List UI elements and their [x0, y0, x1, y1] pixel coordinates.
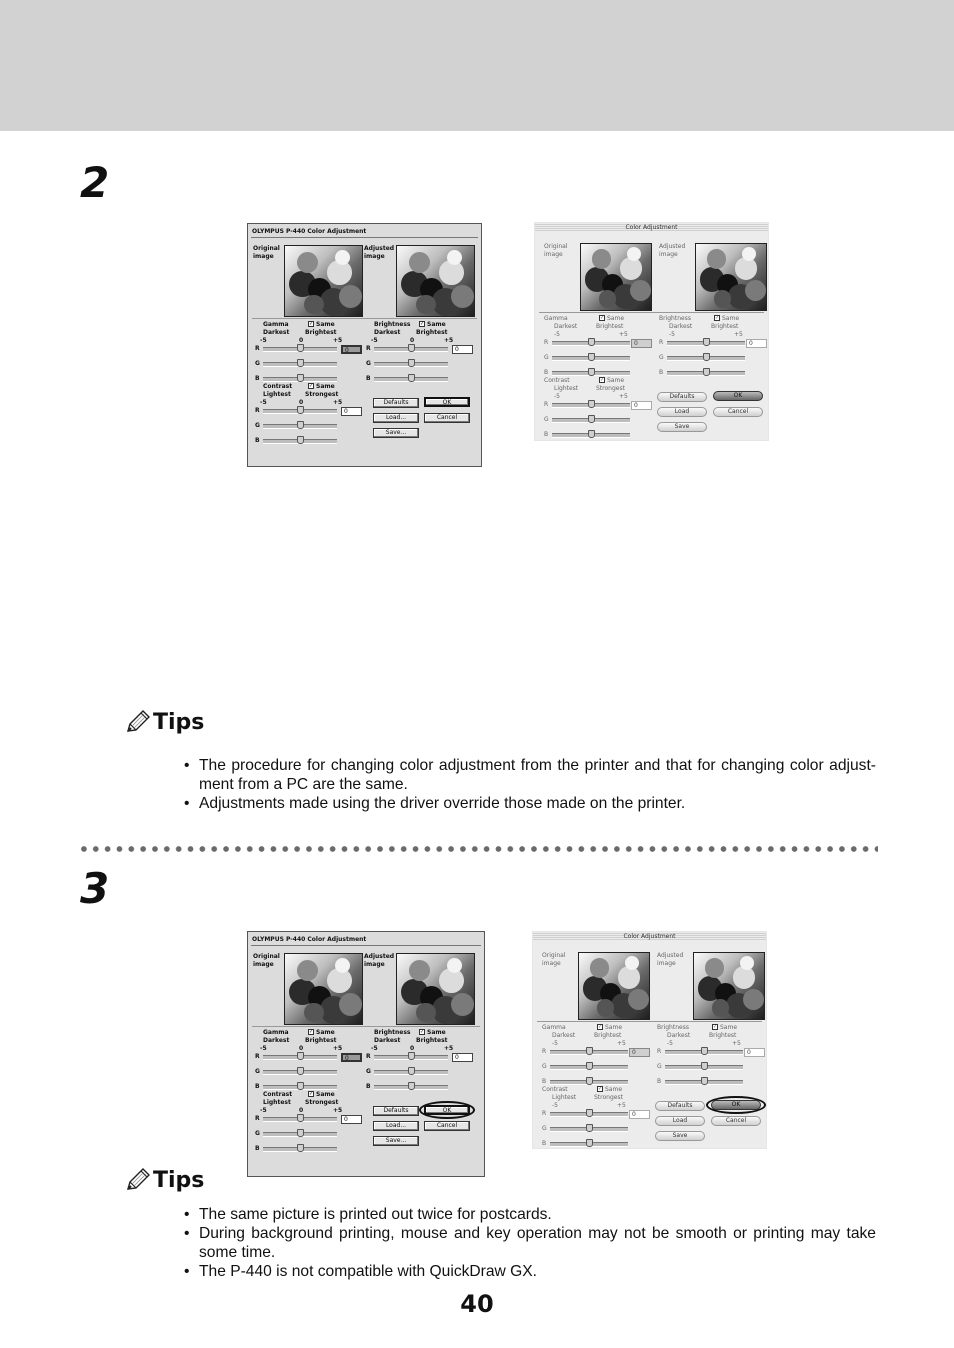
section-separator	[252, 318, 477, 319]
preview-image	[284, 245, 363, 317]
fruit-shape	[451, 993, 474, 1016]
adjust-slider-thumb[interactable]	[586, 1124, 593, 1132]
dialog-label: Strongest	[596, 385, 625, 392]
dialog-label: +5	[333, 1045, 343, 1052]
dialog-label: -5	[554, 331, 560, 338]
value-input[interactable]: 0	[629, 1110, 650, 1119]
same-checkbox[interactable]: ✓	[420, 321, 425, 327]
dialog-label: Same	[605, 1086, 623, 1093]
load-button[interactable]: Load...	[373, 413, 419, 423]
dialog-label: -5	[669, 331, 675, 338]
fruit-shape	[627, 247, 641, 261]
value-input[interactable]: 0	[746, 339, 767, 348]
fruit-shape	[745, 280, 766, 301]
channel-label: G	[659, 354, 664, 361]
channel-label: R	[657, 1048, 662, 1055]
dialog-label: Same	[607, 377, 625, 384]
fruit-shape	[712, 999, 730, 1017]
preview-image	[693, 952, 765, 1020]
cancel-button[interactable]: Cancel	[424, 413, 470, 423]
fruit-shape	[599, 290, 617, 308]
dialog-label: 0	[410, 337, 415, 344]
adjust-slider-thumb[interactable]	[588, 368, 595, 376]
dialog-label: Brightness	[657, 1024, 689, 1031]
dialog-label: -5	[552, 1040, 558, 1047]
adjust-slider-thumb[interactable]	[297, 344, 304, 352]
dialog-label: Brightest	[416, 329, 448, 336]
section-separator	[539, 312, 764, 313]
dialog-label: Same	[605, 1024, 623, 1031]
same-checkbox[interactable]: ✓	[600, 315, 605, 321]
ok-button-highlight	[419, 1101, 475, 1119]
same-checkbox[interactable]: ✓	[309, 383, 314, 389]
title-rule	[251, 945, 481, 946]
tip-item: • The procedure for changing color adjustment from the printer and that for changing color adjust- ment from a PC are the same.	[184, 756, 876, 794]
load-button[interactable]: Load...	[373, 1121, 419, 1131]
adjust-slider-thumb[interactable]	[297, 1052, 304, 1060]
adjust-slider-thumb[interactable]	[297, 1129, 304, 1137]
value-input[interactable]: 0	[452, 1053, 473, 1062]
adjust-slider-thumb[interactable]	[586, 1062, 593, 1070]
channel-label: R	[255, 1053, 260, 1060]
ok-button[interactable]: OK	[711, 1100, 761, 1110]
adjust-slider-thumb[interactable]	[703, 338, 710, 346]
value-input[interactable]: 0	[629, 1048, 650, 1057]
channel-label: B	[255, 1145, 260, 1152]
tip-item: • The same picture is printed out twice for postcards.	[184, 1205, 876, 1224]
adjust-slider-thumb[interactable]	[586, 1139, 593, 1147]
ok-button-highlight	[706, 1096, 766, 1114]
dialog-label: Brightness	[659, 315, 691, 322]
preview-image	[284, 953, 363, 1025]
dialog-label: Original	[542, 952, 566, 959]
value-input[interactable]: 0	[341, 407, 362, 416]
adjust-slider-thumb[interactable]	[701, 1047, 708, 1055]
dialog-label: Same	[722, 315, 740, 322]
adjust-slider-thumb[interactable]	[703, 368, 710, 376]
dialog-label: image	[544, 251, 563, 258]
pencil-icon	[125, 709, 151, 735]
dialog-label: Darkest	[374, 1037, 401, 1044]
channel-label: G	[255, 422, 260, 429]
dialog-label: -5	[371, 337, 378, 344]
dialog-label: Same	[316, 321, 335, 328]
dialog-label: Adjusted	[659, 243, 686, 250]
dialog-label: -5	[552, 1102, 558, 1109]
dialog-label: +5	[333, 399, 343, 406]
same-checkbox[interactable]: ✓	[309, 321, 314, 327]
channel-label: B	[255, 1083, 260, 1090]
dialog-label: Original	[253, 245, 280, 252]
section-separator	[537, 1021, 762, 1022]
dialog-label: Strongest	[305, 1099, 339, 1106]
fruit-shape	[743, 989, 764, 1010]
value-input[interactable]: 0	[631, 339, 652, 348]
dialog-label: Brightest	[305, 1037, 337, 1044]
dialog-label: 0	[299, 1045, 304, 1052]
dialog-label: +5	[734, 331, 743, 338]
adjust-slider-thumb[interactable]	[297, 374, 304, 382]
ok-button[interactable]: OK	[713, 391, 763, 401]
adjust-slider-thumb[interactable]	[297, 1114, 304, 1122]
save-button[interactable]: Save...	[373, 428, 419, 438]
channel-label: G	[366, 1068, 371, 1075]
channel-label: B	[544, 431, 549, 438]
adjust-slider-thumb[interactable]	[408, 359, 415, 367]
dialog-label: Brightest	[596, 323, 624, 330]
cancel-button[interactable]: Cancel	[424, 1121, 470, 1131]
preview-image	[580, 243, 652, 311]
channel-label: R	[255, 345, 260, 352]
adjust-slider-thumb[interactable]	[297, 1144, 304, 1152]
dialog-label: Brightest	[416, 1037, 448, 1044]
tip-item: • The P-440 is not compatible with QuickDraw GX.	[184, 1262, 876, 1281]
channel-label: B	[366, 375, 371, 382]
channel-label: G	[542, 1125, 547, 1132]
channel-label: G	[255, 1068, 260, 1075]
dialog-title: Color Adjustment	[623, 933, 676, 940]
load-button[interactable]: Load	[655, 1116, 705, 1126]
dialog-label: +5	[444, 337, 454, 344]
fruit-shape	[304, 295, 323, 314]
tips-list-2	[184, 1205, 876, 1281]
tips-list-1	[184, 756, 876, 813]
dialog-label: Darkest	[552, 1032, 576, 1039]
dialog-label: Gamma	[263, 321, 289, 328]
load-button[interactable]: Load	[657, 407, 707, 417]
header-band	[0, 0, 954, 131]
ok-button[interactable]: OK	[424, 397, 470, 407]
dialog-label: Brightest	[709, 1032, 737, 1039]
dialog-label: Same	[607, 315, 625, 322]
dialog-label: image	[364, 961, 385, 968]
dialog-label: Darkest	[263, 1037, 290, 1044]
fruit-shape	[628, 989, 649, 1010]
defaults-button[interactable]: Defaults	[657, 392, 707, 402]
tip-item: • Adjustments made using the driver override those made on the printer.	[184, 794, 876, 813]
dialog-label: 0	[299, 399, 304, 406]
channel-label: R	[544, 401, 549, 408]
fruit-shape	[740, 956, 754, 970]
defaults-button[interactable]: Defaults	[655, 1101, 705, 1111]
fruit-shape	[590, 958, 610, 978]
channel-label: G	[542, 1063, 547, 1070]
dialog-label: Contrast	[542, 1086, 568, 1093]
channel-label: R	[542, 1110, 547, 1117]
adjust-slider-thumb[interactable]	[586, 1109, 593, 1117]
fruit-shape	[597, 999, 615, 1017]
channel-label: R	[366, 1053, 371, 1060]
channel-label: G	[544, 416, 549, 423]
dialog-label: +5	[619, 331, 628, 338]
dialog-label: -5	[260, 1045, 267, 1052]
dialog-label: Adjusted	[364, 953, 395, 960]
dialog-label: +5	[333, 1107, 343, 1114]
dialog-label: Lightest	[263, 391, 291, 398]
dialog-label: 0	[299, 1107, 304, 1114]
fruit-shape	[625, 956, 639, 970]
dialog-label: Adjusted	[364, 245, 395, 252]
dialog-title: OLYMPUS P-440 Color Adjustment	[252, 228, 367, 235]
dialog-title: Color Adjustment	[625, 224, 678, 231]
dialog-label: +5	[732, 1040, 741, 1047]
adjust-slider-thumb[interactable]	[297, 421, 304, 429]
dialog-label: image	[657, 960, 676, 967]
dialog-label: Darkest	[669, 323, 693, 330]
same-checkbox[interactable]: ✓	[420, 1029, 425, 1035]
dotted-divider	[78, 845, 878, 853]
adjust-slider-thumb[interactable]	[408, 1052, 415, 1060]
dialog-label: Original	[544, 243, 568, 250]
dialog-label: Lightest	[263, 1099, 291, 1106]
mac-color-adjustment-dialog-step3	[532, 931, 767, 1149]
same-checkbox[interactable]: ✓	[715, 315, 720, 321]
save-button[interactable]: Save...	[373, 1136, 419, 1146]
dialog-label: Same	[316, 1091, 335, 1098]
windows-color-adjustment-dialog-step3	[247, 931, 485, 1177]
same-checkbox[interactable]: ✓	[598, 1086, 603, 1092]
dialog-label: +5	[617, 1040, 626, 1047]
dialog-label: Darkest	[554, 323, 578, 330]
dialog-label: 0	[299, 337, 304, 344]
dialog-label: Original	[253, 953, 280, 960]
dialog-label: -5	[371, 1045, 378, 1052]
dialog-label: +5	[617, 1102, 626, 1109]
dialog-label: Brightest	[305, 329, 337, 336]
channel-label: G	[544, 354, 549, 361]
save-button[interactable]: Save	[657, 422, 707, 432]
fruit-shape	[592, 249, 612, 269]
dialog-label: Same	[316, 1029, 335, 1036]
fruit-shape	[416, 1003, 435, 1022]
adjust-slider-thumb[interactable]	[297, 406, 304, 414]
dialog-label: image	[253, 961, 274, 968]
fruit-shape	[630, 280, 651, 301]
step-number-2: 2	[80, 158, 110, 207]
tips-heading-1	[125, 707, 204, 737]
dialog-label: Strongest	[305, 391, 339, 398]
ok-button[interactable]: OK	[424, 1105, 470, 1115]
fruit-shape	[409, 960, 431, 982]
adjust-slider-thumb[interactable]	[408, 1067, 415, 1075]
dialog-label: Contrast	[263, 383, 293, 390]
dialog-label: Same	[427, 321, 446, 328]
dialog-label: Darkest	[263, 329, 290, 336]
adjust-slider-thumb[interactable]	[701, 1062, 708, 1070]
adjust-slider-thumb[interactable]	[701, 1077, 708, 1085]
fruit-shape	[705, 958, 725, 978]
dialog-label: +5	[333, 337, 343, 344]
preview-image	[578, 952, 650, 1020]
dialog-label: -5	[554, 393, 560, 400]
dialog-label: Brightest	[594, 1032, 622, 1039]
dialog-label: Darkest	[667, 1032, 691, 1039]
fruit-shape	[339, 993, 362, 1016]
windows-color-adjustment-dialog-step2	[247, 223, 482, 467]
same-checkbox[interactable]: ✓	[309, 1091, 314, 1097]
dialog-label: Same	[720, 1024, 738, 1031]
channel-label: G	[255, 1130, 260, 1137]
same-checkbox[interactable]: ✓	[600, 377, 605, 383]
mac-color-adjustment-dialog-step2	[534, 222, 769, 441]
tips-heading-2	[125, 1165, 204, 1195]
dialog-label: image	[253, 253, 274, 260]
adjust-slider-thumb[interactable]	[408, 1082, 415, 1090]
channel-label: B	[542, 1078, 547, 1085]
adjust-slider-thumb[interactable]	[297, 359, 304, 367]
fruit-shape	[297, 252, 319, 274]
dialog-label: Same	[316, 383, 335, 390]
defaults-button[interactable]: Defaults	[373, 398, 419, 408]
dialog-label: Adjusted	[657, 952, 684, 959]
dialog-label: Same	[427, 1029, 446, 1036]
channel-label: G	[657, 1063, 662, 1070]
fruit-shape	[416, 295, 435, 314]
adjust-slider-thumb[interactable]	[588, 400, 595, 408]
tips-heading-text: Tips	[153, 709, 205, 735]
same-checkbox[interactable]: ✓	[598, 1024, 603, 1030]
adjust-slider-thumb[interactable]	[408, 344, 415, 352]
channel-label: R	[255, 1115, 260, 1122]
channel-label: R	[544, 339, 549, 346]
fruit-shape	[409, 252, 431, 274]
value-input[interactable]: 0	[744, 1048, 765, 1057]
dialog-label: Strongest	[594, 1094, 623, 1101]
dialog-label: Darkest	[374, 329, 401, 336]
same-checkbox[interactable]: ✓	[309, 1029, 314, 1035]
tip-item: • During background printing, mouse and key operation may not be smooth or printing may take some time.	[184, 1224, 876, 1262]
dialog-label: Brightness	[374, 1029, 411, 1036]
adjust-slider-thumb[interactable]	[297, 1082, 304, 1090]
channel-label: R	[255, 407, 260, 414]
dialog-label: Contrast	[263, 1091, 293, 1098]
channel-label: B	[255, 375, 260, 382]
preview-image	[396, 245, 475, 317]
dialog-label: -5	[260, 337, 267, 344]
value-input[interactable]: 0	[452, 345, 473, 354]
dialog-label: Contrast	[544, 377, 570, 384]
dialog-label: Gamma	[542, 1024, 566, 1031]
adjust-slider-thumb[interactable]	[703, 353, 710, 361]
dialog-label: Brightest	[711, 323, 739, 330]
step-number-3: 3	[80, 864, 110, 913]
dialog-label: 0	[410, 1045, 415, 1052]
channel-label: R	[366, 345, 371, 352]
dialog-label: +5	[444, 1045, 454, 1052]
fruit-shape	[451, 285, 474, 308]
page-number: 40	[460, 1290, 494, 1318]
adjust-slider-thumb[interactable]	[297, 436, 304, 444]
dialog-label: image	[364, 253, 385, 260]
value-input[interactable]: 0	[341, 1053, 362, 1062]
value-input[interactable]: 0	[341, 345, 362, 354]
title-rule	[251, 237, 478, 238]
channel-label: B	[542, 1140, 547, 1147]
channel-label: G	[255, 360, 260, 367]
adjust-slider-thumb[interactable]	[297, 1067, 304, 1075]
channel-label: B	[544, 369, 549, 376]
adjust-slider-thumb[interactable]	[588, 415, 595, 423]
fruit-shape	[297, 960, 319, 982]
channel-label: G	[366, 360, 371, 367]
dialog-label: -5	[667, 1040, 673, 1047]
dialog-label: -5	[260, 1107, 267, 1114]
channel-label: B	[659, 369, 664, 376]
dialog-title: OLYMPUS P-440 Color Adjustment	[252, 936, 367, 943]
channel-label: B	[657, 1078, 662, 1085]
channel-label: R	[542, 1048, 547, 1055]
dialog-label: Lightest	[554, 385, 579, 392]
channel-label: R	[659, 339, 664, 346]
save-button[interactable]: Save	[655, 1131, 705, 1141]
tips-heading-text: Tips	[153, 1167, 205, 1193]
value-input[interactable]: 0	[631, 401, 652, 410]
dialog-label: Lightest	[552, 1094, 577, 1101]
pencil-icon	[125, 1167, 151, 1193]
dialog-label: image	[542, 960, 561, 967]
adjust-slider-thumb[interactable]	[588, 338, 595, 346]
dialog-label: Brightness	[374, 321, 411, 328]
dialog-label: Gamma	[544, 315, 568, 322]
dialog-label: Gamma	[263, 1029, 289, 1036]
fruit-shape	[742, 247, 756, 261]
adjust-slider-thumb[interactable]	[586, 1077, 593, 1085]
value-input[interactable]: 0	[341, 1115, 362, 1124]
dialog-label: -5	[260, 399, 267, 406]
fruit-shape	[304, 1003, 323, 1022]
preview-image	[695, 243, 767, 311]
section-separator	[252, 1026, 480, 1027]
adjust-slider-thumb[interactable]	[586, 1047, 593, 1055]
preview-image	[396, 953, 475, 1025]
channel-label: B	[366, 1083, 371, 1090]
cancel-button[interactable]: Cancel	[713, 407, 763, 417]
defaults-button[interactable]: Defaults	[373, 1106, 419, 1116]
fruit-shape	[707, 249, 727, 269]
fruit-shape	[339, 285, 362, 308]
channel-label: B	[255, 437, 260, 444]
adjust-slider-thumb[interactable]	[408, 374, 415, 382]
cancel-button[interactable]: Cancel	[711, 1116, 761, 1126]
adjust-slider-thumb[interactable]	[588, 353, 595, 361]
fruit-shape	[714, 290, 732, 308]
adjust-slider-thumb[interactable]	[588, 430, 595, 438]
dialog-label: +5	[619, 393, 628, 400]
dialog-label: image	[659, 251, 678, 258]
same-checkbox[interactable]: ✓	[713, 1024, 718, 1030]
